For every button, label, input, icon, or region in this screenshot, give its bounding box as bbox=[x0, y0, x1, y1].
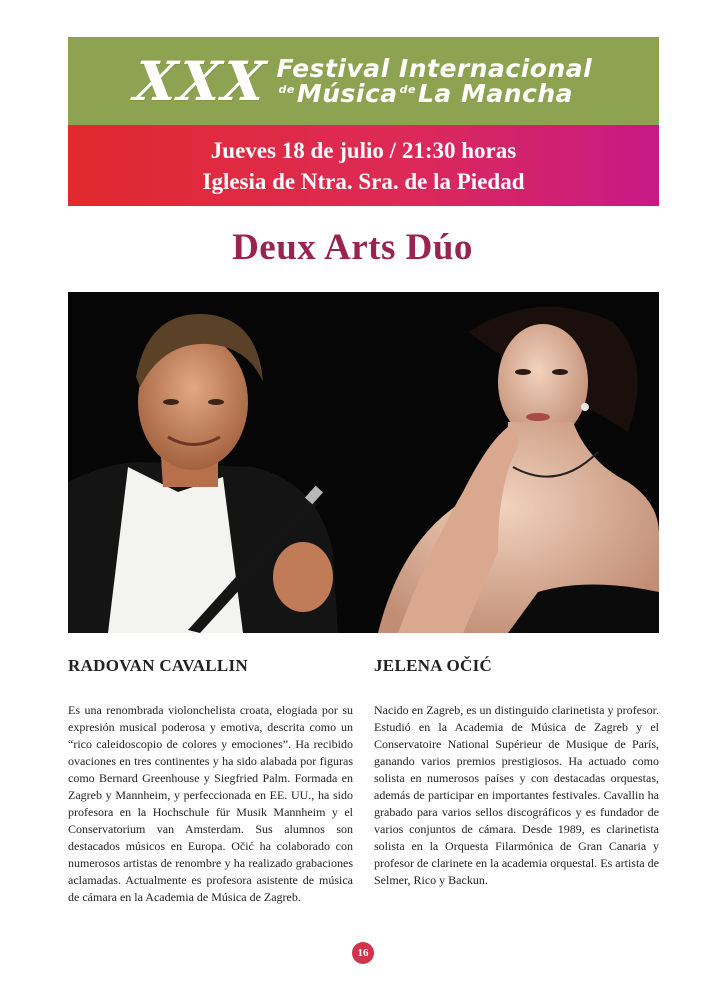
event-venue: Iglesia de Ntra. Sra. de la Piedad bbox=[202, 168, 525, 194]
festival-name bbox=[276, 53, 593, 108]
festival-banner bbox=[68, 37, 659, 125]
festival-place: La Mancha bbox=[417, 79, 574, 108]
festival-de: de bbox=[278, 82, 295, 96]
right-column bbox=[374, 656, 659, 889]
artist-bio-left: Es una renombrada violonchelista croata, elogiada por su expresión musical poderosa y emotiva, descrita como un “rico caleidoscopio de colores y emociones”. Ha recibido ovaciones en tres continentes y ha sido alabada por figuras como Bernard Greenhouse y Siegfried Palm. Formada en Zagreb y Mannheim, y perfeccionada en EE. UU., ha sido profesora en la Hochschule für Musik Mannheim y el Conservatorium van Amsterdam. Sus alumnos son destacados músicos en Europa. Očić ha colaborado con numerosos artistas de renombre y ha realizado grabaciones aclamadas. Actualmente es profesora asistente de música de cámara en la Academia de Música de Zagreb. bbox=[68, 703, 353, 904]
festival-de2: de bbox=[399, 82, 416, 96]
artist-name-left: RADOVAN CAVALLIN bbox=[68, 656, 249, 675]
page-number: 16 bbox=[352, 942, 374, 964]
artist-name-right: JELENA OČIĆ bbox=[374, 656, 493, 675]
event-date-time: Jueves 18 de julio / 21:30 horas bbox=[210, 137, 517, 163]
festival-line1: Festival Internacional bbox=[276, 53, 593, 83]
event-info-banner bbox=[68, 125, 659, 206]
festival-line2 bbox=[276, 81, 592, 107]
edition-number: XXX bbox=[131, 49, 270, 113]
artists-illustration bbox=[68, 292, 659, 633]
left-column bbox=[68, 656, 353, 906]
artist-bio-right: Nacido en Zagreb, es un distinguido clarinetista y profesor. Estudió en la Academia de Música de Zagreb y el Conservatoire National Supérieur de Musique de París, ganando varios premios prestigiosos. Ha actuado como solista en numerosos países y con destacadas orquestas, además de participar en importantes festivales. Cavallin ha grabado para varios sellos discográficos y es fundador de varios conjuntos de cámara. Desde 1989, es clarinetista solista en la Orquesta Filarmónica de Gran Canaria y profesor de clarinete en la academia orquestal. Es artista de Selmer, Rico y Backun. bbox=[374, 703, 659, 887]
festival-musica: Música bbox=[296, 79, 398, 108]
artists-photo bbox=[68, 292, 659, 633]
page-title: Deux Arts Dúo bbox=[232, 227, 473, 268]
